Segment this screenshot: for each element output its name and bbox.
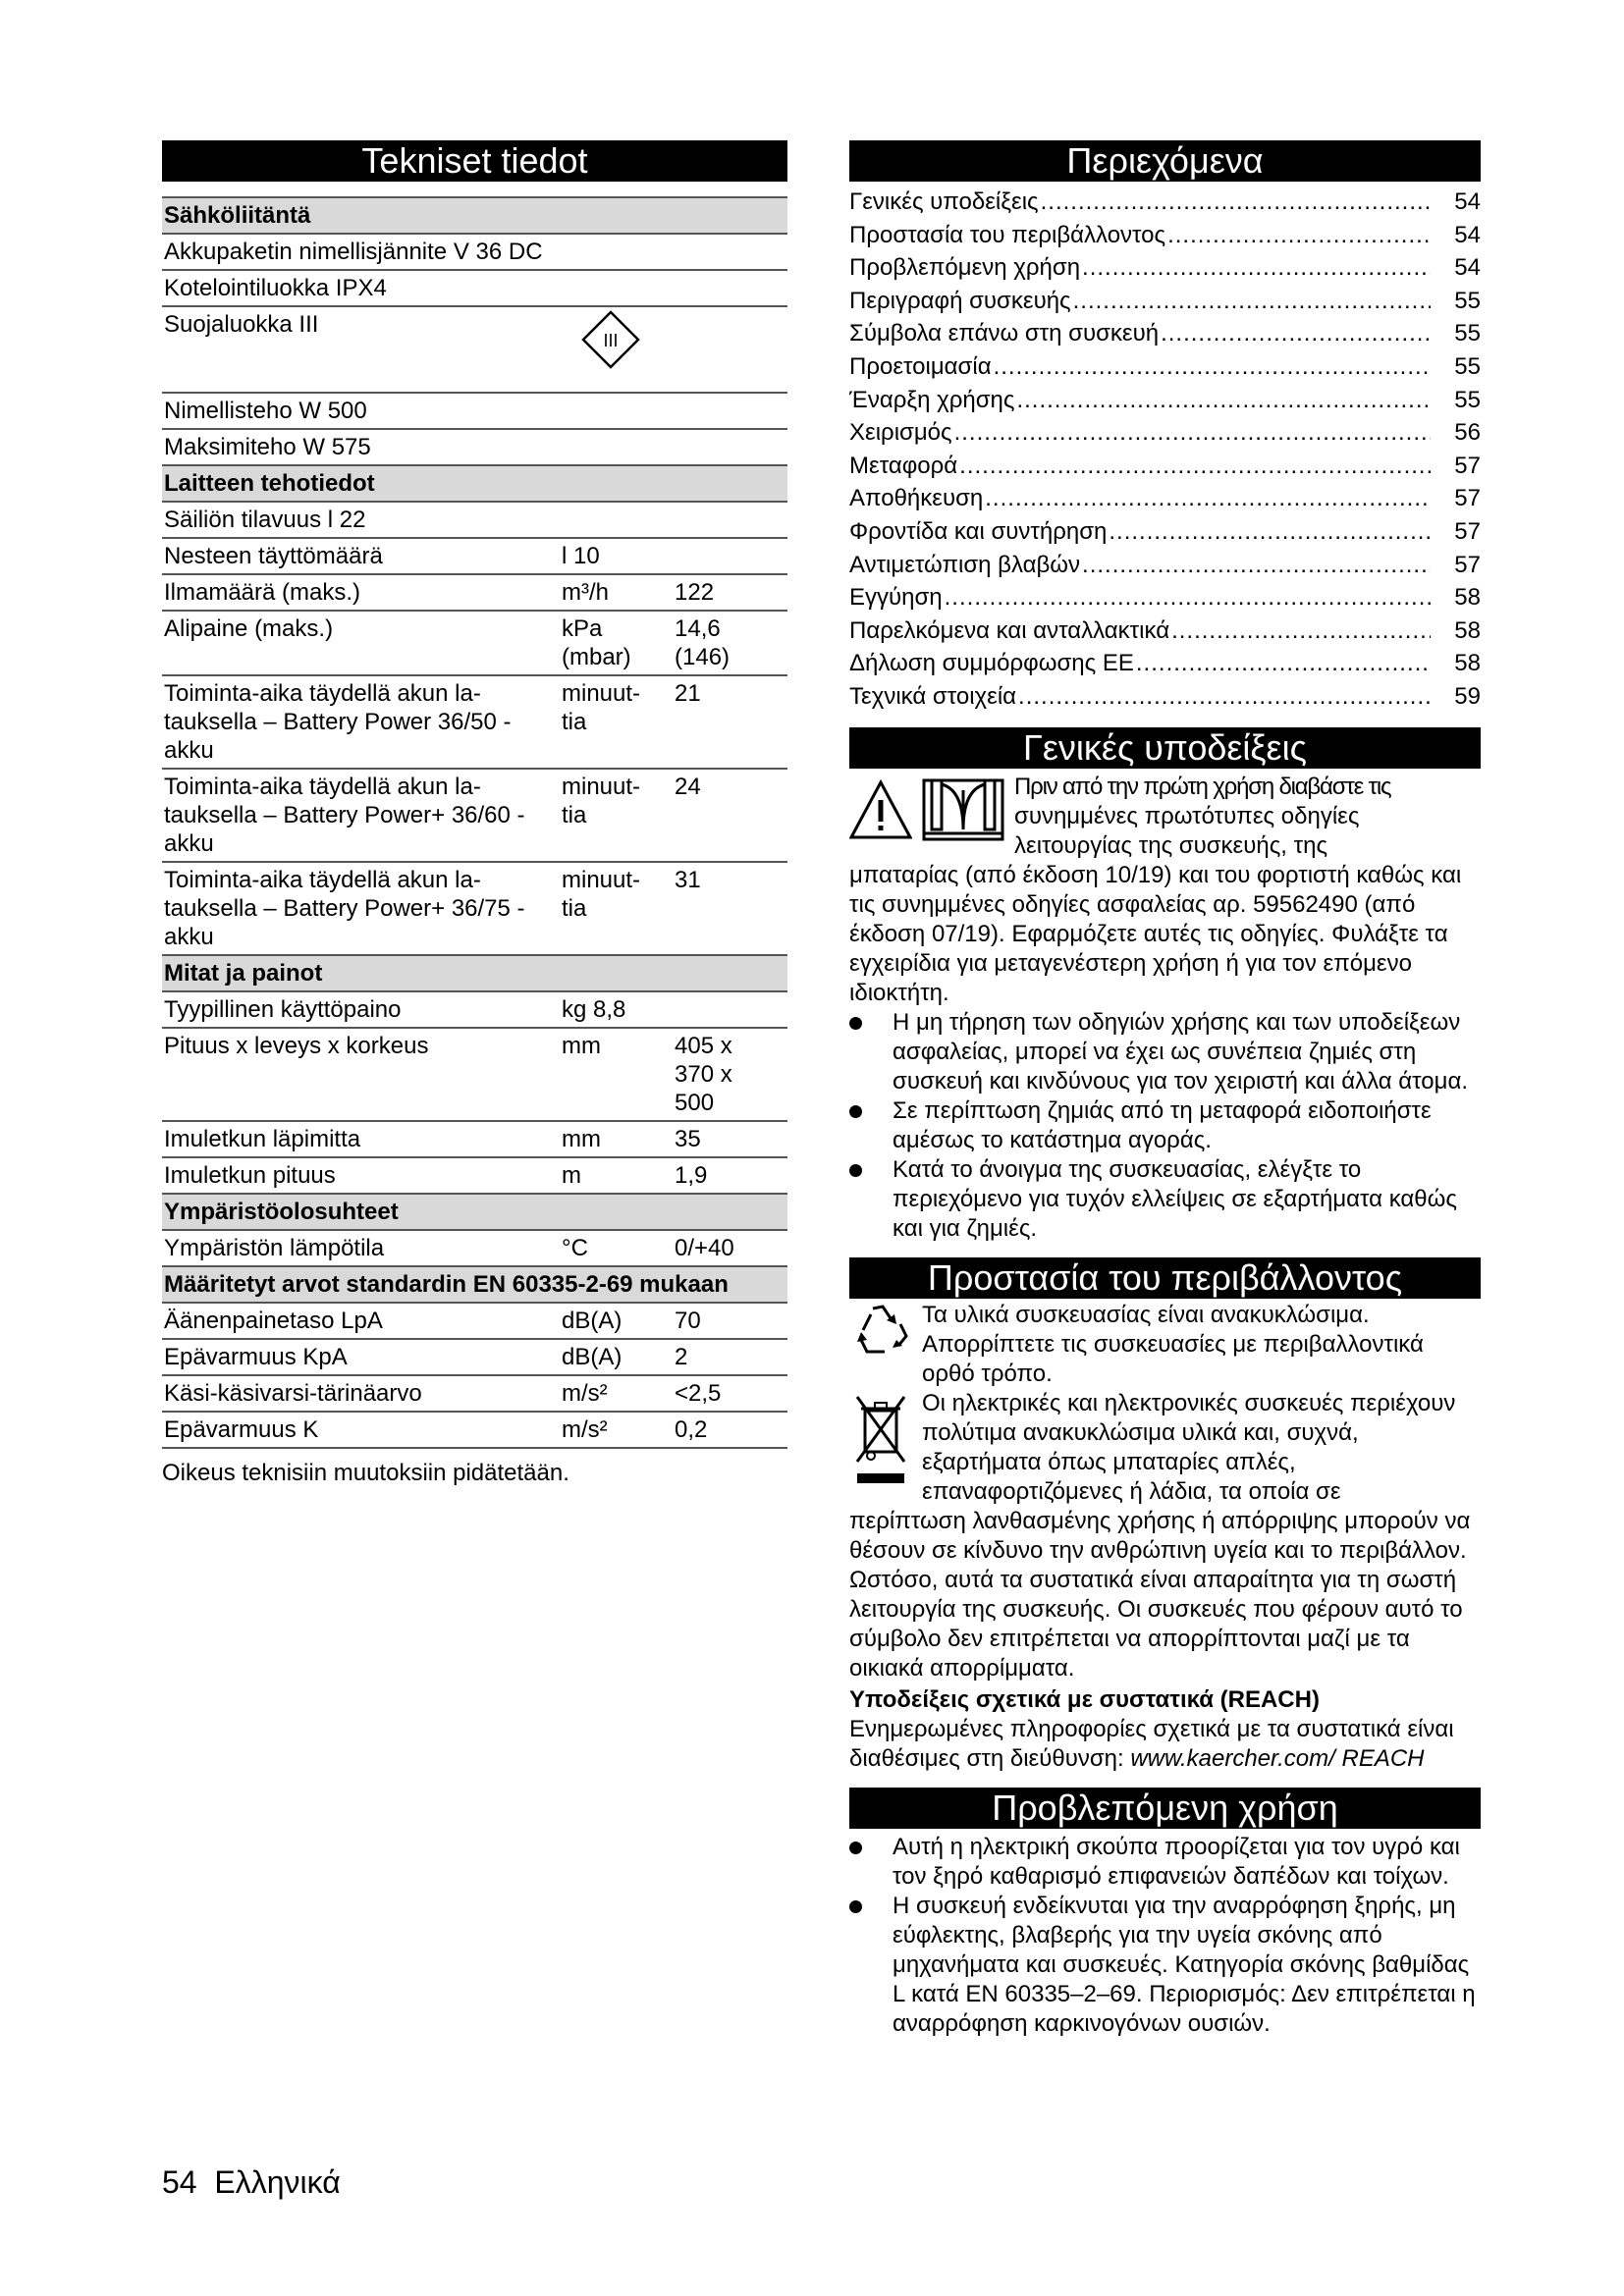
table-cell: 2 bbox=[673, 1339, 787, 1375]
table-cell: Toiminta-aika täydellä akun la- tauksella – Battery Power+ 36/60 - akku bbox=[162, 769, 560, 862]
tech-data-table bbox=[162, 196, 787, 1449]
table-cell: 24 bbox=[673, 769, 787, 862]
table-cell: kPa (mbar) bbox=[560, 611, 673, 675]
toc-item-page: 57 bbox=[1454, 517, 1481, 545]
environment-title: Προστασία του περιβάλλοντος bbox=[849, 1257, 1481, 1299]
toc-leader-dots bbox=[1073, 285, 1431, 318]
toc-title: Περιεχόμενα bbox=[849, 140, 1481, 182]
toc-item-page: 59 bbox=[1454, 682, 1481, 710]
table-cell: mm bbox=[560, 1121, 673, 1157]
table-of-contents bbox=[849, 186, 1481, 714]
table-row bbox=[162, 1339, 787, 1375]
table-cell: <2,5 bbox=[673, 1375, 787, 1412]
group-label: Mitat ja painot bbox=[162, 955, 787, 991]
general-intro-line-3: λειτουργίας της συσκευής, της bbox=[1014, 831, 1328, 859]
toc-item-label: Γενικές υποδείξεις bbox=[849, 188, 1039, 215]
toc-item-page: 58 bbox=[1454, 650, 1481, 677]
table-cell: Akkupaketin nimellisjännite V 36 DC bbox=[162, 234, 560, 270]
table-cell: minuut- tia bbox=[560, 862, 673, 955]
toc-item[interactable] bbox=[849, 350, 1481, 384]
toc-item-label: Εγγύηση bbox=[849, 584, 943, 612]
table-group-header bbox=[162, 1194, 787, 1230]
table-cell bbox=[673, 306, 787, 393]
toc-item-page: 57 bbox=[1454, 551, 1481, 578]
warning-icon bbox=[849, 778, 912, 841]
table-cell: Kotelointiluokka IPX4 bbox=[162, 270, 560, 306]
toc-item-label: Χειρισμός bbox=[849, 419, 952, 447]
table-cell bbox=[673, 502, 787, 538]
table-cell: Alipaine (maks.) bbox=[162, 611, 560, 675]
table-row bbox=[162, 1412, 787, 1448]
table-cell: dB(A) bbox=[560, 1303, 673, 1339]
toc-item[interactable] bbox=[849, 186, 1481, 219]
list-item: Αυτή η ηλεκτρική σκούπα προορίζεται για τον υγρό και τον ξηρό καθαρισμό επιφανειών δαπέδων και τοίχων. bbox=[849, 1833, 1481, 1892]
recycle-text: Τα υλικά συσκευασίας είναι ανακυκλώσιμα. Απορρίπτετε τις συσκευασίες με περιβαλλοντικά ορθό τρόπο. bbox=[922, 1301, 1424, 1387]
table-row bbox=[162, 538, 787, 574]
list-item: Η μη τήρηση των οδηγιών χρήσης και των υποδείξεων ασφαλείας, μπορεί να έχει ως συνέπεια ζημιές στη συσκευή και κινδύνους για τον χειριστή και άλλα άτομα. bbox=[849, 1008, 1481, 1096]
table-group-header bbox=[162, 197, 787, 234]
list-item: Η συσκευή ενδείκνυται για την αναρρόφηση ξηρής, μη εύφλεκτης, βλαβερής για την υγεία σκόνης από μηχανήματα και συσκευές. Κατηγορία σκόνης βαθμίδας L κατά EN 60335–2–69. Περιορισμός: Δεν επιτρέπεται η αναρρόφηση καρκινογόνων ουσιών. bbox=[849, 1892, 1481, 2039]
table-cell bbox=[560, 270, 673, 306]
toc-item[interactable] bbox=[849, 680, 1481, 714]
weee-bin-icon bbox=[853, 1393, 910, 1487]
toc-leader-dots bbox=[959, 450, 1431, 483]
recycling-icon bbox=[853, 1303, 910, 1358]
toc-item[interactable] bbox=[849, 384, 1481, 417]
table-cell bbox=[673, 538, 787, 574]
toc-item-page: 55 bbox=[1454, 287, 1481, 314]
reach-text: Ενημερωμένες πληροφορίες σχετικά με τα συστατικά είναι διαθέσιμες στη διεύθυνση: bbox=[849, 1715, 1454, 1772]
group-label: Ympäristöolosuhteet bbox=[162, 1194, 787, 1230]
toc-item-page: 58 bbox=[1454, 584, 1481, 612]
table-cell bbox=[560, 393, 673, 429]
toc-item-label: Αποθήκευση bbox=[849, 485, 984, 512]
table-cell: 35 bbox=[673, 1121, 787, 1157]
table-cell: Pituus x leveys x korkeus bbox=[162, 1028, 560, 1121]
toc-item[interactable] bbox=[849, 581, 1481, 614]
table-row bbox=[162, 862, 787, 955]
toc-leader-dots bbox=[1018, 680, 1431, 714]
table-cell: Imuletkun läpimitta bbox=[162, 1121, 560, 1157]
table-cell: °C bbox=[560, 1230, 673, 1266]
toc-leader-dots bbox=[1136, 647, 1431, 680]
toc-item[interactable] bbox=[849, 647, 1481, 680]
toc-item-page: 54 bbox=[1454, 254, 1481, 282]
toc-item[interactable] bbox=[849, 219, 1481, 252]
toc-item-label: Έναρξη χρήσης bbox=[849, 386, 1015, 413]
table-row bbox=[162, 1230, 787, 1266]
table-cell: Ilmamäärä (maks.) bbox=[162, 574, 560, 611]
toc-item-label: Τεχνικά στοιχεία bbox=[849, 682, 1017, 710]
toc-item[interactable] bbox=[849, 251, 1481, 285]
table-row bbox=[162, 675, 787, 769]
toc-item[interactable] bbox=[849, 450, 1481, 483]
toc-item-page: 54 bbox=[1454, 221, 1481, 248]
table-row bbox=[162, 429, 787, 465]
list-item: Κατά το άνοιγμα της συσκευασίας, ελέγξτε το περιεχόμενο για τυχόν ελλείψεις σε εξαρτήματα καθώς και για ζημιές. bbox=[849, 1155, 1481, 1244]
toc-leader-dots bbox=[954, 416, 1431, 450]
reach-title: Υποδείξεις σχετικά με συστατικά (REACH) bbox=[849, 1685, 1320, 1713]
table-row bbox=[162, 234, 787, 270]
table-cell: 1,9 bbox=[673, 1157, 787, 1194]
toc-leader-dots bbox=[1167, 219, 1431, 252]
table-cell: Ympäristön lämpötila bbox=[162, 1230, 560, 1266]
table-cell: 21 bbox=[673, 675, 787, 769]
tech-note: Oikeus teknisiin muutoksiin pidätetään. bbox=[162, 1460, 569, 1486]
table-cell: kg 8,8 bbox=[560, 991, 673, 1028]
table-row bbox=[162, 270, 787, 306]
table-row bbox=[162, 769, 787, 862]
table-cell: Maksimiteho W 575 bbox=[162, 429, 560, 465]
table-cell: m³/h bbox=[560, 574, 673, 611]
environment-section bbox=[849, 1301, 1481, 1774]
toc-leader-dots bbox=[1041, 186, 1431, 219]
table-row bbox=[162, 1375, 787, 1412]
table-cell: m/s² bbox=[560, 1412, 673, 1448]
table-group-header bbox=[162, 1266, 787, 1303]
table-group-header bbox=[162, 465, 787, 502]
table-row bbox=[162, 306, 787, 393]
toc-item-label: Μεταφορά bbox=[849, 452, 958, 479]
table-row bbox=[162, 1157, 787, 1194]
table-cell: minuut- tia bbox=[560, 769, 673, 862]
toc-item-label: Προετοιμασία bbox=[849, 352, 992, 380]
svg-text:III: III bbox=[603, 331, 619, 350]
toc-item-page: 57 bbox=[1454, 485, 1481, 512]
table-cell: Toiminta-aika täydellä akun la- tauksella – Battery Power 36/50 - akku bbox=[162, 675, 560, 769]
table-row bbox=[162, 1121, 787, 1157]
toc-item-label: Δήλωση συμμόρφωσης ΕΕ bbox=[849, 650, 1134, 677]
table-cell: Tyypillinen käyttöpaino bbox=[162, 991, 560, 1028]
weee-text: Οι ηλεκτρικές και ηλεκτρονικές συσκευές περιέχουν πολύτιμα ανακυκλώσιμα υλικά και, συχνά, εξαρτήματα όπως μπαταρίες απλές, επαναφορτιζόμενες ή λάδια, τα οποία σε bbox=[922, 1389, 1456, 1505]
toc-item-label: Παρελκόμενα και ανταλλακτικά bbox=[849, 616, 1170, 644]
general-intro-line-1: Πριν από την πρώτη χρήση διαβάστε τις bbox=[1014, 773, 1391, 800]
group-label: Määritetyt arvot standardin EN 60335-2-69 mukaan bbox=[162, 1266, 787, 1303]
general-section bbox=[849, 773, 1481, 1244]
toc-item[interactable] bbox=[849, 416, 1481, 450]
right-column bbox=[849, 140, 1481, 2039]
table-row bbox=[162, 1028, 787, 1121]
table-cell bbox=[673, 270, 787, 306]
intended-use-title: Προβλεπόμενη χρήση bbox=[849, 1788, 1481, 1829]
table-cell: Käsi-käsivarsi-tärinäarvo bbox=[162, 1375, 560, 1412]
table-row bbox=[162, 611, 787, 675]
toc-leader-dots bbox=[1109, 515, 1431, 549]
tech-data-column bbox=[162, 140, 787, 1487]
toc-item-label: Αντιμετώπιση βλαβών bbox=[849, 551, 1081, 578]
table-cell bbox=[673, 393, 787, 429]
toc-item-label: Περιγραφή συσκευής bbox=[849, 287, 1071, 314]
table-cell: Imuletkun pituus bbox=[162, 1157, 560, 1194]
toc-item-label: Σύμβολα επάνω στη συσκευή bbox=[849, 320, 1160, 347]
table-cell: Äänenpainetaso LpA bbox=[162, 1303, 560, 1339]
weee-rest: περίπτωση λανθασμένης χρήσης ή απόρριψης μπορούν να θέσουν σε κίνδυνο την ανθρώπινη υγεία και το περιβάλλον. Ωστόσο, αυτά τα συστατικά είναι απαραίτητα για τη σωστή λειτουργία της συσκευής. Οι συσκευές που φέρουν αυτό το σύμβολο δεν επιτρέπεται να απορρίπτονται μαζί με τα οικιακά απορρίμματα. bbox=[849, 1507, 1471, 1682]
toc-item[interactable] bbox=[849, 549, 1481, 582]
toc-item-label: Φροντίδα και συντήρηση bbox=[849, 517, 1108, 545]
table-cell bbox=[673, 429, 787, 465]
table-cell: Epävarmuus K bbox=[162, 1412, 560, 1448]
table-cell: Epävarmuus KpA bbox=[162, 1339, 560, 1375]
toc-item-page: 58 bbox=[1454, 616, 1481, 644]
toc-leader-dots bbox=[945, 581, 1431, 614]
table-cell: m bbox=[560, 1157, 673, 1194]
table-row bbox=[162, 393, 787, 429]
table-cell bbox=[673, 991, 787, 1028]
general-intro-line-2: συνημμένες πρωτότυπες οδηγίες bbox=[1014, 802, 1360, 829]
table-cell bbox=[560, 502, 673, 538]
table-cell: m/s² bbox=[560, 1375, 673, 1412]
manual-book-icon bbox=[922, 776, 1004, 841]
intended-use-section bbox=[849, 1833, 1481, 2039]
toc-item-label: Προβλεπόμενη χρήση bbox=[849, 254, 1081, 282]
table-row bbox=[162, 502, 787, 538]
toc-leader-dots bbox=[1171, 614, 1431, 648]
toc-item-page: 56 bbox=[1454, 419, 1481, 447]
footer-language: Ελληνικά bbox=[214, 2164, 341, 2200]
table-cell: Toiminta-aika täydellä akun la- tauksella – Battery Power+ 36/75 - akku bbox=[162, 862, 560, 955]
table-cell: Suojaluokka III bbox=[162, 306, 560, 393]
toc-item-page: 54 bbox=[1454, 188, 1481, 215]
table-row bbox=[162, 991, 787, 1028]
table-cell: 0,2 bbox=[673, 1412, 787, 1448]
table-cell bbox=[560, 429, 673, 465]
general-bullets bbox=[849, 1008, 1481, 1244]
toc-item[interactable] bbox=[849, 285, 1481, 318]
table-cell: 14,6 (146) bbox=[673, 611, 787, 675]
table-cell: 70 bbox=[673, 1303, 787, 1339]
group-label: Laitteen tehotiedot bbox=[162, 465, 787, 502]
toc-item[interactable] bbox=[849, 482, 1481, 515]
toc-item-page: 57 bbox=[1454, 452, 1481, 479]
toc-item[interactable] bbox=[849, 317, 1481, 350]
table-cell: 0/+40 bbox=[673, 1230, 787, 1266]
table-row bbox=[162, 1303, 787, 1339]
toc-leader-dots bbox=[1161, 317, 1431, 350]
table-cell: l 10 bbox=[560, 538, 673, 574]
toc-leader-dots bbox=[994, 350, 1431, 384]
table-group-header bbox=[162, 955, 787, 991]
table-cell bbox=[560, 306, 673, 393]
reach-url: www.kaercher.com/ REACH bbox=[1130, 1744, 1425, 1772]
toc-leader-dots bbox=[985, 482, 1431, 515]
page-number: 54 bbox=[162, 2164, 197, 2200]
toc-leader-dots bbox=[1016, 384, 1431, 417]
table-cell bbox=[673, 234, 787, 270]
toc-item[interactable] bbox=[849, 614, 1481, 648]
tech-data-title: Tekniset tiedot bbox=[162, 140, 787, 182]
page-footer bbox=[162, 2164, 341, 2201]
toc-item-page: 55 bbox=[1454, 352, 1481, 380]
table-cell: 405 x 370 x 500 bbox=[673, 1028, 787, 1121]
table-row bbox=[162, 574, 787, 611]
general-intro-rest: μπαταρίας (από έκδοση 10/19) και του φορτιστή καθώς και τις συνημμένες οδηγίες ασφαλείας αρ. 59562490 (από έκδοση 07/19). Εφαρμόζετε αυτές τις οδηγίες. Φυλάξτε τα εγχειρίδια για μεταγενέστερη χρήση ή για τον επόμενο ιδιοκτήτη. bbox=[849, 861, 1462, 1006]
table-cell bbox=[560, 234, 673, 270]
toc-leader-dots bbox=[1082, 549, 1431, 582]
toc-item-page: 55 bbox=[1454, 320, 1481, 347]
table-cell: minuut- tia bbox=[560, 675, 673, 769]
table-cell: mm bbox=[560, 1028, 673, 1121]
protection-class-iii-icon bbox=[581, 310, 640, 369]
table-cell: dB(A) bbox=[560, 1339, 673, 1375]
general-title: Γενικές υποδείξεις bbox=[849, 727, 1481, 769]
toc-item[interactable] bbox=[849, 515, 1481, 549]
toc-item-label: Προστασία του περιβάλλοντος bbox=[849, 221, 1166, 248]
table-cell: Säiliön tilavuus l 22 bbox=[162, 502, 560, 538]
list-item: Σε περίπτωση ζημιάς από τη μεταφορά ειδοποιήστε αμέσως το κατάστημα αγοράς. bbox=[849, 1096, 1481, 1155]
group-label: Sähköliitäntä bbox=[162, 197, 787, 234]
table-cell: 31 bbox=[673, 862, 787, 955]
table-cell: Nimellisteho W 500 bbox=[162, 393, 560, 429]
table-cell: 122 bbox=[673, 574, 787, 611]
toc-leader-dots bbox=[1082, 251, 1431, 285]
toc-item-page: 55 bbox=[1454, 386, 1481, 413]
table-cell: Nesteen täyttömäärä bbox=[162, 538, 560, 574]
